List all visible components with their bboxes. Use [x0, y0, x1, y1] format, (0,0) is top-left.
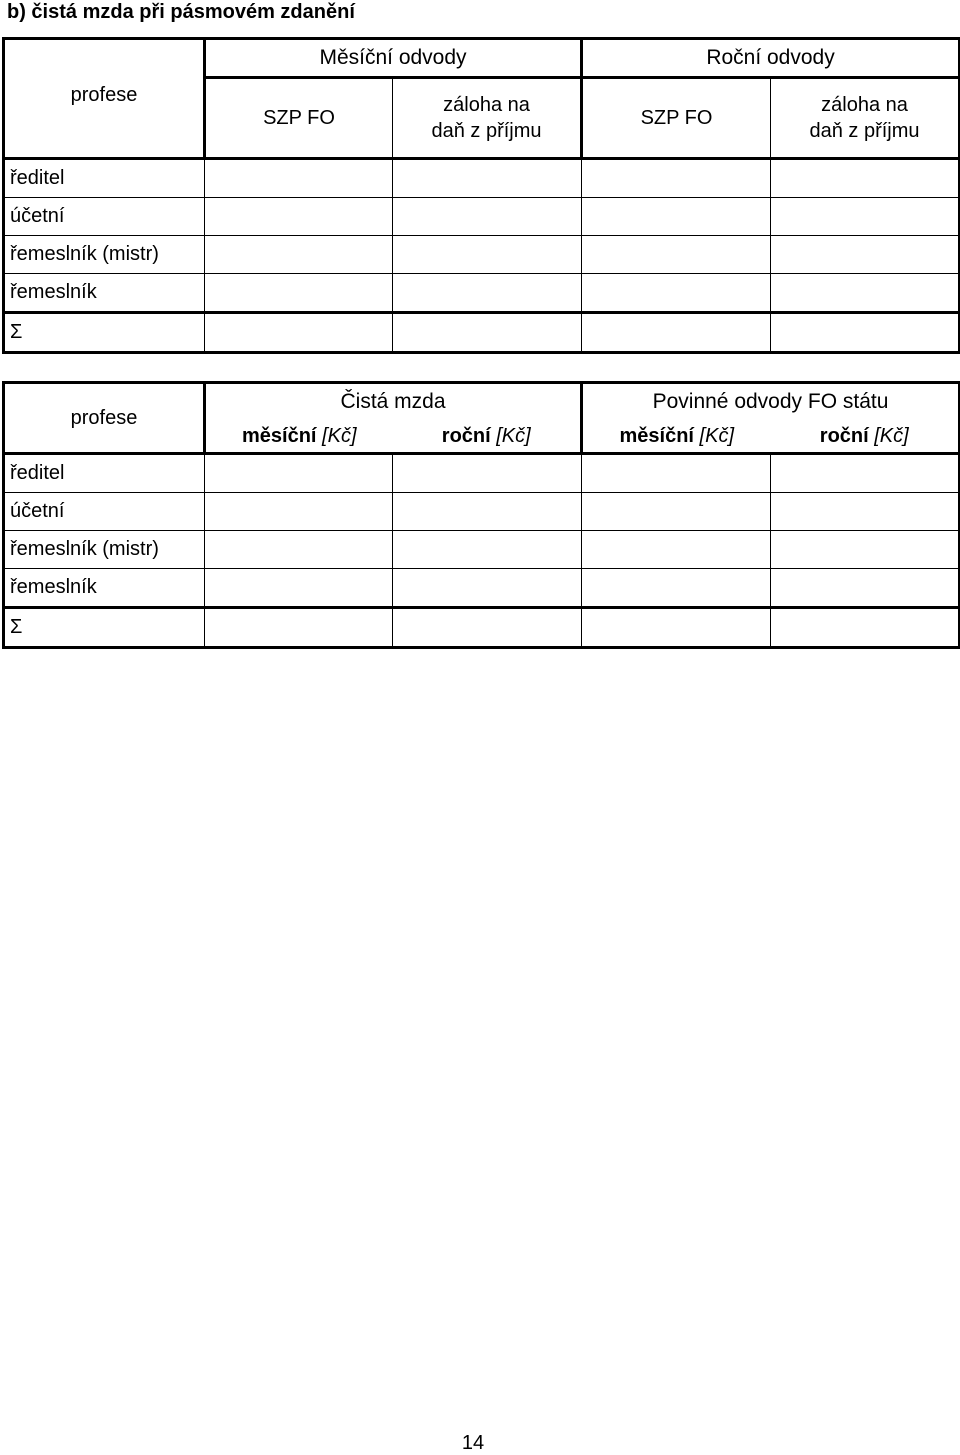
table-cell[interactable] — [205, 313, 393, 353]
unit-label: [Kč] — [496, 424, 531, 447]
row-label: účetní — [4, 493, 205, 531]
table-cell[interactable] — [771, 313, 960, 353]
table-row — [4, 159, 960, 198]
section-heading: b) čistá mzda při pásmovém zdanění — [7, 1, 355, 23]
table-cell[interactable] — [393, 493, 582, 531]
row-label: řemeslník (mistr) — [4, 236, 205, 274]
table-cell[interactable] — [393, 569, 582, 608]
table-cell[interactable] — [205, 569, 393, 608]
table-cell[interactable] — [771, 274, 960, 313]
levies-monthly-header — [582, 420, 771, 454]
yearly-tax-advance-header — [771, 78, 960, 159]
profese-header: profese — [4, 383, 205, 454]
table-cell[interactable] — [771, 569, 960, 608]
table-row — [4, 493, 960, 531]
table-cell[interactable] — [771, 608, 960, 648]
mandatory-levies-header: Povinné odvody FO státu — [582, 383, 960, 421]
table-cell[interactable] — [205, 274, 393, 313]
table-row — [4, 274, 960, 313]
table-row — [4, 531, 960, 569]
row-label: řemeslník (mistr) — [4, 531, 205, 569]
net-monthly-header — [205, 420, 393, 454]
page-number: 14 — [461, 1432, 485, 1454]
yearly-szp-fo-header: SZP FO — [582, 78, 771, 159]
table-cell[interactable] — [582, 159, 771, 198]
table-cell[interactable] — [393, 236, 582, 274]
net-wage-table — [2, 381, 960, 649]
row-label: ředitel — [4, 454, 205, 493]
table-cell[interactable] — [582, 493, 771, 531]
table-row — [4, 236, 960, 274]
yearly-levies-header: Roční odvody — [582, 39, 960, 78]
row-label: řemeslník — [4, 569, 205, 608]
table-row — [4, 569, 960, 608]
rocni-label: roční — [819, 424, 869, 447]
sum-label: Σ — [4, 313, 205, 353]
table-cell[interactable] — [771, 454, 960, 493]
table-cell[interactable] — [393, 274, 582, 313]
table-cell[interactable] — [205, 493, 393, 531]
levies-yearly-header — [771, 420, 960, 454]
table-cell[interactable] — [582, 313, 771, 353]
monthly-levies-header: Měsíční odvody — [205, 39, 582, 78]
table-cell[interactable] — [771, 198, 960, 236]
profese-header: profese — [4, 39, 205, 159]
table-cell[interactable] — [771, 236, 960, 274]
sum-row — [4, 313, 960, 353]
table-row — [4, 198, 960, 236]
rocni-label: roční — [441, 424, 491, 447]
table-row — [4, 454, 960, 493]
monthly-szp-fo-header: SZP FO — [205, 78, 393, 159]
table-cell[interactable] — [205, 159, 393, 198]
table-cell[interactable] — [393, 454, 582, 493]
table-cell[interactable] — [393, 198, 582, 236]
table-cell[interactable] — [205, 198, 393, 236]
mesicni-label: měsíční — [619, 424, 694, 447]
table-cell[interactable] — [771, 531, 960, 569]
tax-advance-line2: daň z příjmu — [809, 120, 920, 142]
table-cell[interactable] — [582, 236, 771, 274]
unit-label: [Kč] — [322, 424, 357, 447]
unit-label: [Kč] — [699, 424, 734, 447]
table-cell[interactable] — [393, 608, 582, 648]
monthly-yearly-levies-table — [2, 37, 960, 354]
table-cell[interactable] — [771, 493, 960, 531]
table-cell[interactable] — [205, 608, 393, 648]
table-cell[interactable] — [582, 198, 771, 236]
table-cell[interactable] — [393, 531, 582, 569]
tax-advance-line1: záloha na — [443, 94, 530, 116]
table-cell[interactable] — [205, 531, 393, 569]
table-cell[interactable] — [582, 274, 771, 313]
tax-advance-line2: daň z příjmu — [431, 120, 542, 142]
table-cell[interactable] — [393, 159, 582, 198]
mesicni-label: měsíční — [242, 424, 317, 447]
table-cell[interactable] — [205, 236, 393, 274]
sum-row — [4, 608, 960, 648]
net-wage-header: Čistá mzda — [205, 383, 582, 421]
sum-label: Σ — [4, 608, 205, 648]
row-label: řemeslník — [4, 274, 205, 313]
table-cell[interactable] — [582, 569, 771, 608]
row-label: ředitel — [4, 159, 205, 198]
tax-advance-line1: záloha na — [821, 94, 908, 116]
monthly-tax-advance-header — [393, 78, 582, 159]
unit-label: [Kč] — [874, 424, 909, 447]
table-cell[interactable] — [582, 608, 771, 648]
table-cell[interactable] — [582, 531, 771, 569]
table-cell[interactable] — [582, 454, 771, 493]
table-cell[interactable] — [205, 454, 393, 493]
table-cell[interactable] — [771, 159, 960, 198]
table-cell[interactable] — [393, 313, 582, 353]
row-label: účetní — [4, 198, 205, 236]
net-yearly-header — [393, 420, 582, 454]
